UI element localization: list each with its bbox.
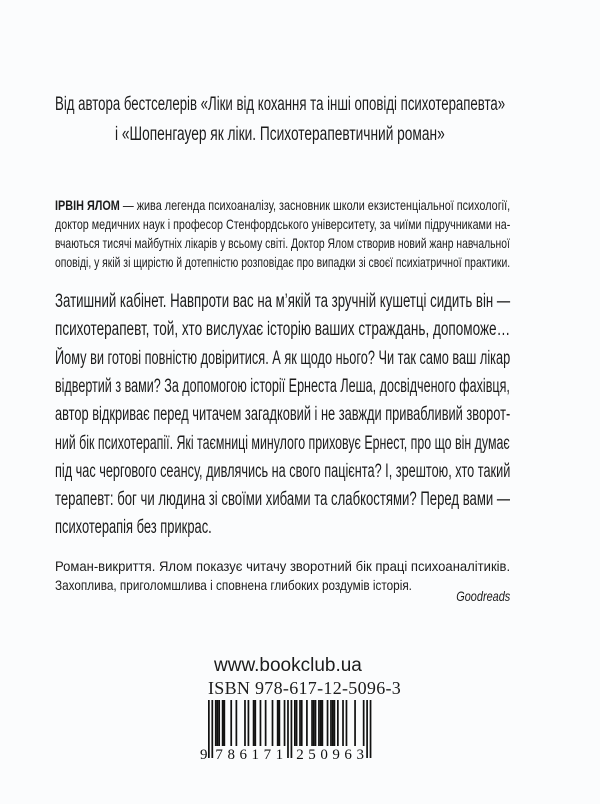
barcode-digit: 5 bbox=[308, 747, 316, 762]
barcode-bar bbox=[311, 700, 313, 746]
barcode-bar bbox=[208, 700, 210, 758]
barcode-bar bbox=[346, 700, 348, 746]
barcode-bar bbox=[330, 700, 332, 746]
barcode-bar bbox=[301, 700, 303, 746]
barcode-digit: 6 bbox=[344, 747, 352, 762]
barcode-bar bbox=[332, 700, 334, 746]
bio-line: доктор медичних наук і професор Стенфордського університету, за чиїми підручниками на- bbox=[55, 216, 511, 232]
barcode-digit: 9 bbox=[332, 747, 340, 762]
barcode-bar bbox=[236, 700, 238, 746]
barcode-bar bbox=[284, 700, 286, 746]
barcode-bar bbox=[327, 700, 329, 746]
description-line: під час чергового сеансу, дивлячись на свого пацієнта? І, зрештою, хто такий bbox=[55, 460, 511, 482]
barcode-bar bbox=[337, 700, 339, 746]
description-line: Йому ви готові повністю довіритися. А як щодо нього? Чи так само ваш лікар bbox=[55, 347, 511, 369]
barcode-bar bbox=[287, 700, 289, 758]
description-line: відвертий з вами? За допомогою історії Ернеста Леша, досвідченого фахівця, bbox=[55, 375, 510, 397]
barcode-digit: 0 bbox=[320, 747, 328, 762]
isbn: ISBN 978-617-12-5096-3 bbox=[208, 678, 402, 698]
barcode-bar bbox=[222, 700, 224, 746]
quote-line: Захоплива, приголомшлива і сповнена глибоких роздумів історія. bbox=[55, 577, 412, 593]
barcode-bar bbox=[334, 700, 336, 746]
description-line: автор відкриває перед читачем загадковий і не завжди привабливий зворот- bbox=[55, 404, 511, 426]
barcode-bar bbox=[279, 700, 281, 746]
barcode-bar bbox=[313, 700, 315, 746]
description-line: психотерапія без прикрас. bbox=[55, 517, 212, 539]
barcode-bar bbox=[370, 700, 372, 758]
barcode-digit: 2 bbox=[296, 747, 304, 762]
barcode bbox=[198, 700, 378, 762]
barcode-digit: 1 bbox=[251, 747, 260, 762]
barcode-bar bbox=[354, 700, 356, 746]
barcode-digit: 9 bbox=[200, 747, 208, 762]
barcode-bar bbox=[260, 700, 262, 746]
barcode-bar bbox=[217, 700, 219, 746]
author-name: ІРВІН ЯЛОМ bbox=[55, 197, 120, 213]
website-link[interactable]: www.bookclub.ua bbox=[214, 655, 362, 676]
barcode-bar bbox=[342, 700, 344, 746]
quote-line: Роман-викриття. Ялом показує читачу зворотний бік праці психоаналітиків. bbox=[55, 558, 511, 574]
barcode-bar bbox=[215, 700, 217, 746]
barcode-bar bbox=[299, 700, 301, 746]
barcode-digit: 7 bbox=[263, 747, 272, 762]
heading-line: Від автора бестселерів «Ліки від кохання та інші оповіді психотерапевта» bbox=[55, 94, 506, 115]
barcode-bar bbox=[322, 700, 324, 746]
heading-line: і «Шопенгауер як ліки. Психотерапевтичний роман» bbox=[115, 124, 445, 145]
barcode-bar bbox=[291, 700, 293, 758]
barcode-bar bbox=[248, 700, 250, 746]
bio-line: оповіді, у якій зі щирістю й дотепністю розповідає про випадки зі своєї психіатричної практики. bbox=[55, 254, 511, 270]
barcode-bar bbox=[363, 700, 365, 746]
bio-text: — жива легенда психоаналізу, засновник школи екзистенціальної психології, bbox=[119, 197, 511, 213]
barcode-digit: 6 bbox=[239, 747, 248, 762]
barcode-bar bbox=[318, 700, 320, 746]
barcode-bar bbox=[223, 700, 225, 746]
barcode-digit: 8 bbox=[227, 747, 235, 762]
bio-line: вчаються тисячі майбутніх лікарів у всьому світі. Доктор Ялом створив новий жанр навчальної bbox=[55, 235, 510, 251]
barcode-bar bbox=[254, 700, 256, 746]
description-line: психотерапевт, той, хто вислухає історію ваших страждань, допоможе… bbox=[55, 319, 511, 341]
barcode-digit: 7 bbox=[215, 747, 223, 762]
barcode-digit: 3 bbox=[356, 747, 364, 762]
barcode-bar bbox=[366, 700, 368, 758]
barcode-bar bbox=[218, 700, 220, 746]
description-line: Затишний кабінет. Навпроти вас на м’якій та зручній кушетці сидить він — bbox=[55, 291, 511, 312]
bio-line bbox=[55, 197, 510, 213]
description-line: терапевт: бог чи людина зі своїми хибами та слабкостями? Перед вами — bbox=[55, 489, 511, 511]
description-line: ний бік психотерапії. Які таємниці минулого приховує Ернест, про що він думає bbox=[55, 432, 510, 454]
barcode-bar bbox=[244, 700, 246, 746]
barcode-bar bbox=[253, 700, 255, 746]
barcode-bar bbox=[294, 700, 296, 746]
barcode-bar bbox=[277, 700, 279, 746]
barcode-bar bbox=[296, 700, 298, 746]
barcode-digit: 1 bbox=[275, 747, 284, 762]
barcode-bar bbox=[272, 700, 274, 746]
barcode-bar bbox=[211, 700, 213, 758]
quote-source: Goodreads bbox=[455, 588, 510, 604]
barcode-bar bbox=[320, 700, 322, 746]
barcode-bar bbox=[265, 700, 267, 746]
barcode-bar bbox=[230, 700, 232, 746]
barcode-bar bbox=[306, 700, 308, 746]
barcode-bar bbox=[315, 700, 317, 746]
